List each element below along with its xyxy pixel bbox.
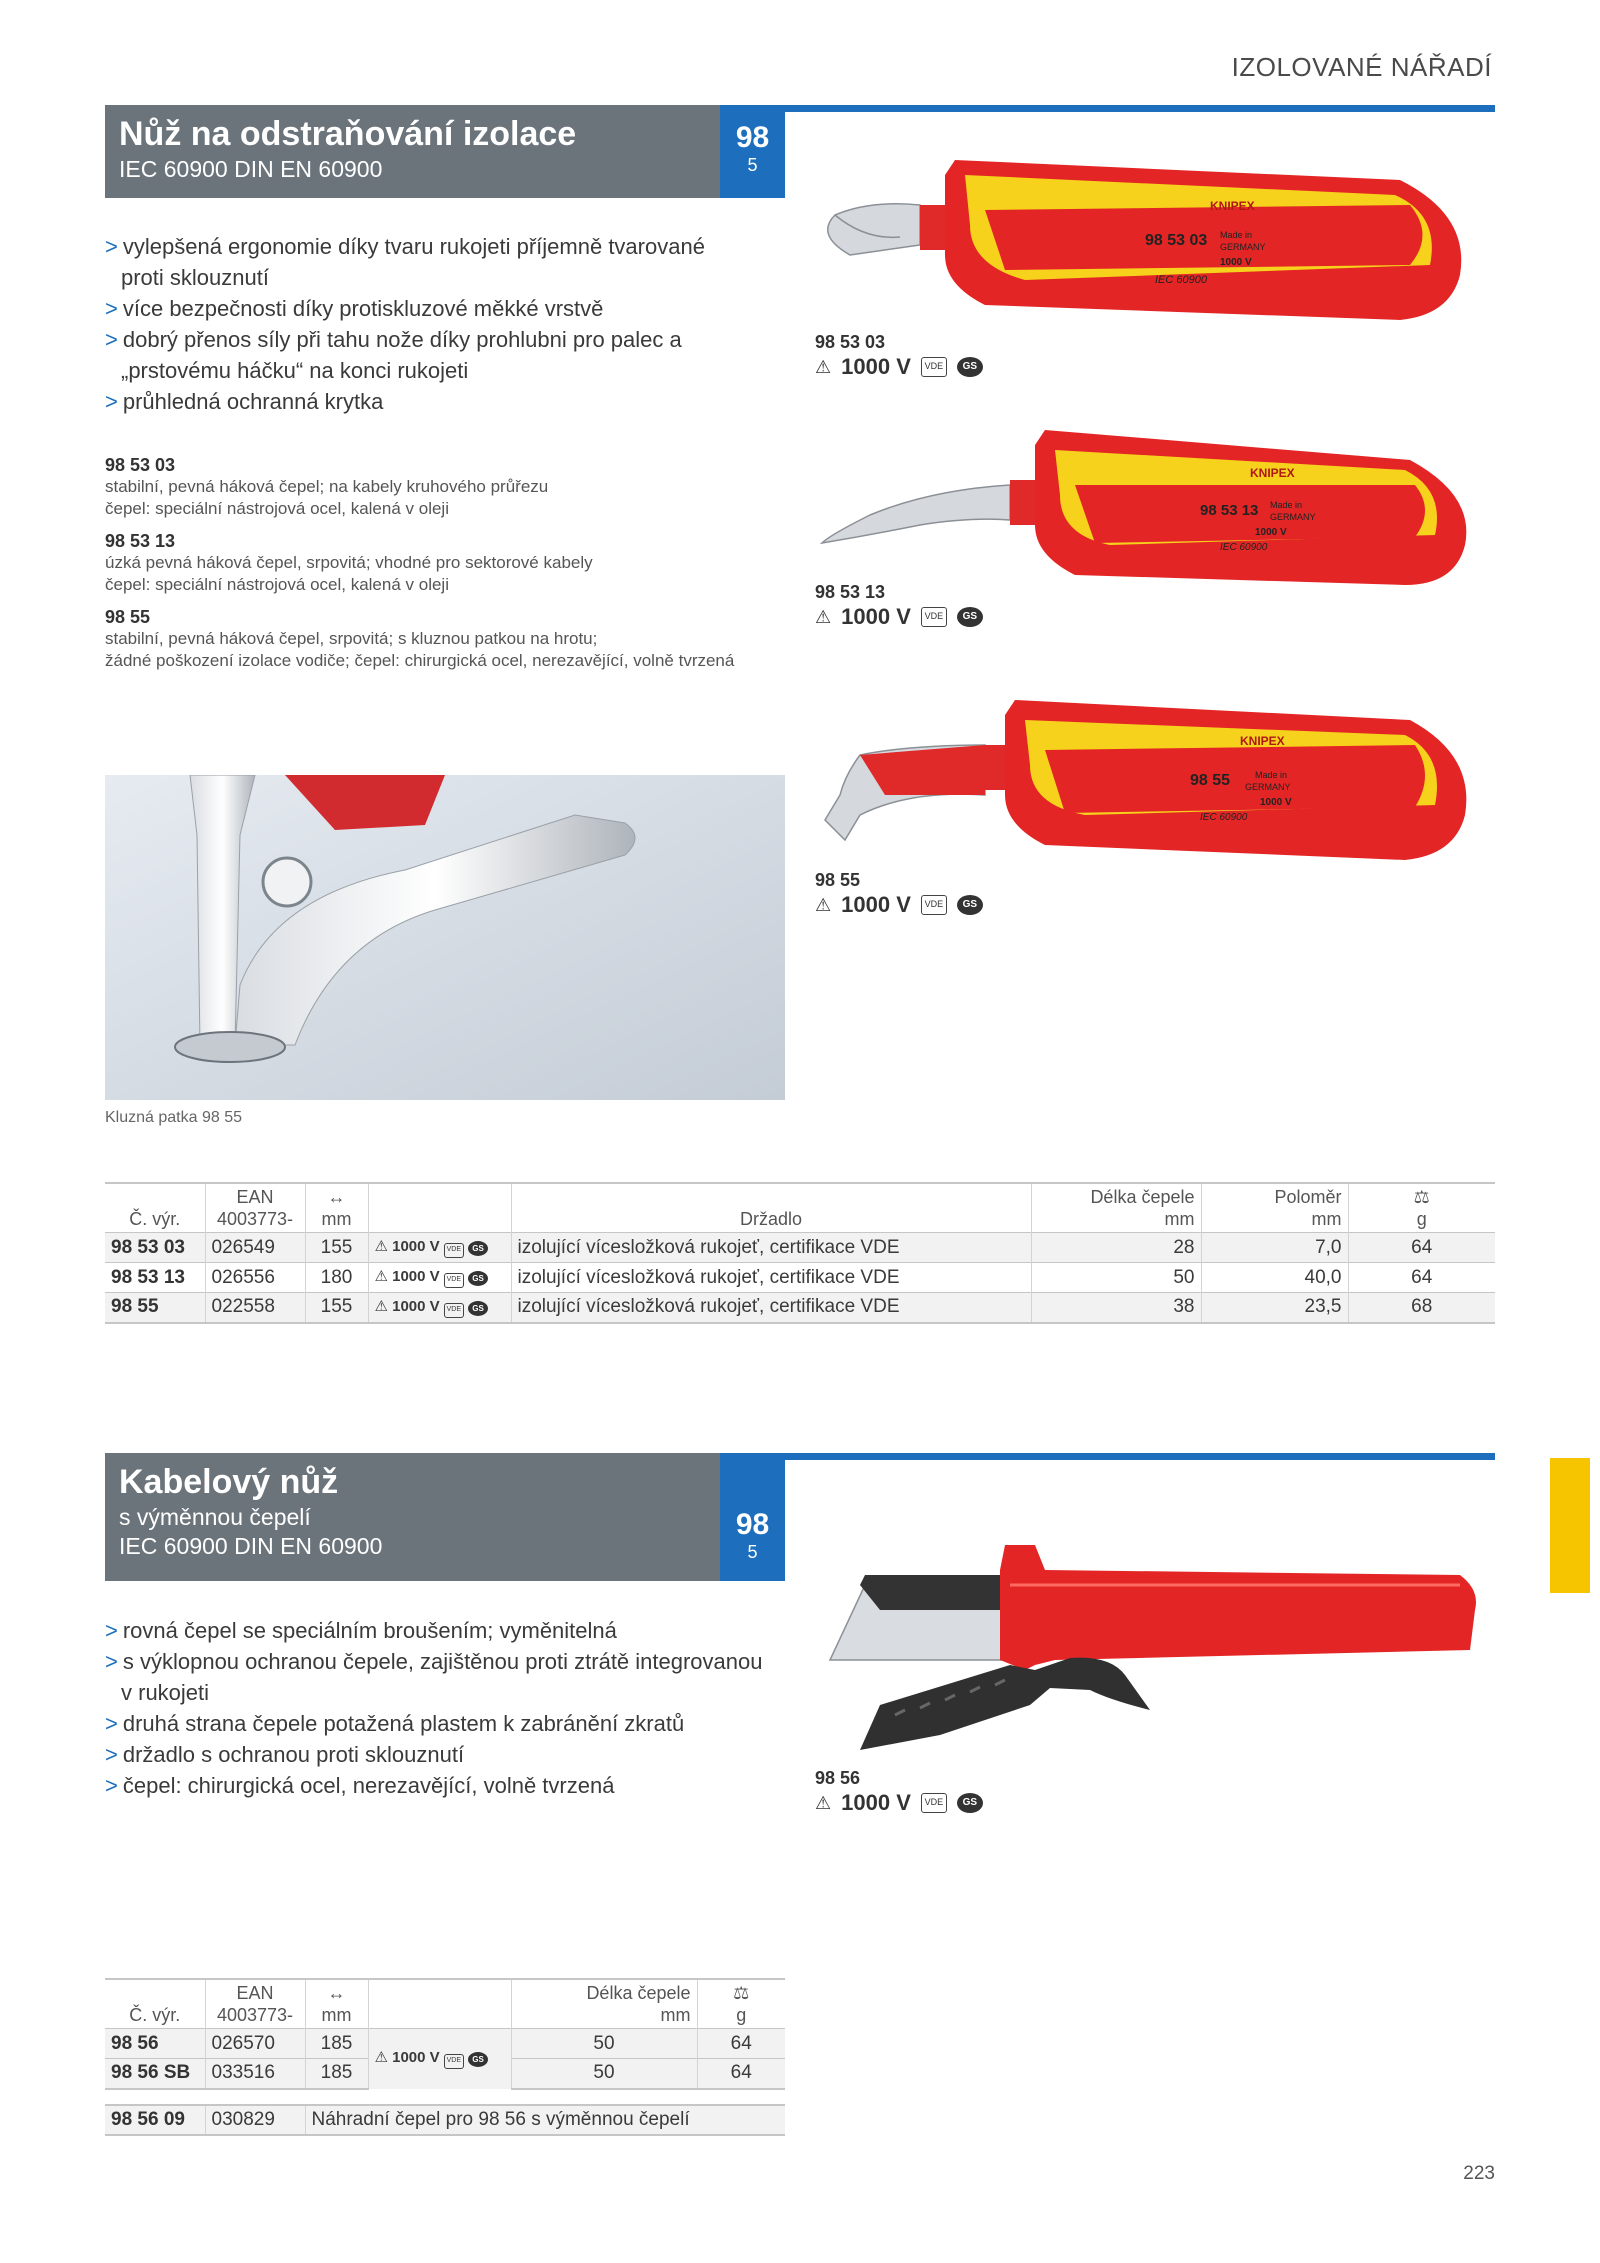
vde-mark-icon: VDE: [921, 1793, 947, 1813]
vde-mark-icon: VDE: [921, 357, 947, 377]
cell-voltage-value: 1000 V: [392, 1268, 440, 1285]
cell-radius: 40,0: [1201, 1263, 1348, 1293]
section1-table: [105, 1182, 1495, 1324]
feature-item: > dobrý přenos síly při tahu nože díky prohlubni pro palec a „prstovému háčku“ na konci rukojeti: [105, 324, 725, 386]
category-sub: 5: [747, 1542, 758, 1562]
knife-imprint-made: Made in: [1220, 230, 1253, 240]
gs-mark-icon: GS: [957, 895, 983, 915]
knife-98-56-image: [820, 1540, 1500, 1750]
section2-rule: [785, 1453, 1495, 1460]
section2-subtitle: s výměnnou čepelí: [119, 1504, 311, 1530]
warning-triangle-icon: ⚠: [815, 1792, 832, 1813]
col-weight-unit: g: [1416, 1209, 1427, 1229]
section2-table: [105, 1978, 785, 2090]
category-number: 98: [735, 1508, 770, 1541]
col-code: Č. výr.: [105, 1183, 205, 1233]
section1-features: [105, 231, 725, 417]
warning-triangle-icon: ⚠: [815, 894, 832, 915]
vde-mark-icon: VDE: [444, 1243, 464, 1258]
col-blade: [1031, 1183, 1201, 1233]
vde-mark-icon: VDE: [921, 895, 947, 915]
cell-weight: 68: [1348, 1293, 1495, 1323]
knife-imprint-volt: 1000 V: [1220, 257, 1252, 268]
col-weight: [697, 1979, 785, 2029]
product-label-98-53-03: 98 53 03: [815, 332, 886, 352]
voltage-value: 1000 V: [841, 354, 911, 379]
cell-ean: 026556: [205, 1263, 305, 1293]
cell-voltage: [368, 1233, 511, 1263]
cell-blade: 50: [511, 2059, 697, 2089]
feature-item: > držadlo s ochranou proti sklouznutí: [105, 1739, 765, 1770]
knife-98-55-image: [810, 695, 1500, 870]
section2-title: Kabelový nůž: [119, 1463, 339, 1501]
length-arrow-icon: ↔: [327, 1983, 346, 2003]
cell-code: 98 55: [105, 1293, 205, 1323]
cell-code: 98 56 09: [105, 2105, 205, 2135]
cell-voltage-value: 1000 V: [392, 1297, 440, 1315]
col-ean-top: EAN: [236, 1983, 274, 2003]
section1-descriptions: [105, 454, 765, 672]
col-length-unit: mm: [321, 2005, 352, 2025]
table-row: [105, 1263, 1495, 1293]
sliding-foot-photo: [105, 775, 785, 1100]
knife-imprint-volt: 1000 V: [1255, 527, 1287, 538]
feature-item: > rovná čepel se speciálním broušením; vyměnitelná: [105, 1615, 765, 1646]
knife-brand: KNIPEX: [1250, 466, 1295, 480]
cell-length: 185: [305, 2059, 368, 2089]
knife-imprint-iec: IEC 60900: [1220, 542, 1268, 553]
desc-line: žádné poškození izolace vodiče; čepel: chirurgická ocel, nerezavějící, volně tvrzená: [105, 651, 735, 670]
feature-item: > více bezpečnosti díky protiskluzové měkké vrstvě: [105, 293, 725, 324]
col-voltage: [368, 1979, 511, 2029]
voltage-value: 1000 V: [841, 892, 911, 917]
section2-features: [105, 1615, 765, 1801]
gs-mark-icon: GS: [468, 2052, 488, 2067]
scale-icon: ⚖: [733, 1983, 750, 2003]
knife-imprint-code: 98 55: [1190, 772, 1231, 789]
col-voltage: [368, 1183, 511, 1233]
length-arrow-icon: ↔: [327, 1187, 346, 1207]
col-length: [305, 1979, 368, 2029]
page-number: 223: [1463, 2163, 1495, 2184]
knife-imprint-made: Made in: [1270, 500, 1303, 510]
cell-ean: 026549: [205, 1233, 305, 1263]
knife-98-53-13-image: [810, 425, 1500, 595]
vde-mark-icon: VDE: [444, 2054, 464, 2069]
cell-handle: izolující vícesložková rukojeť, certifikace VDE: [511, 1233, 1031, 1263]
voltage-rating: [815, 892, 983, 918]
col-handle: Držadlo: [511, 1183, 1031, 1233]
cell-voltage-value: 1000 V: [392, 1238, 440, 1255]
warning-triangle-icon: ⚠: [374, 2049, 388, 2067]
category-sub: 5: [747, 155, 758, 175]
voltage-rating: [815, 354, 983, 380]
gs-mark-icon: GS: [957, 1793, 983, 1813]
cell-length: 185: [305, 2029, 368, 2059]
cell-blade: 38: [1031, 1293, 1201, 1323]
knife-imprint-volt: 1000 V: [1260, 797, 1292, 808]
cell-voltage-value: 1000 V: [392, 2049, 440, 2067]
cell-ean: 026570: [205, 2029, 305, 2059]
cell-weight: 64: [697, 2059, 785, 2089]
section2-standards: IEC 60900 DIN EN 60900: [119, 1533, 383, 1559]
col-radius: [1201, 1183, 1348, 1233]
cell-code: 98 56: [105, 2029, 205, 2059]
desc-line: čepel: speciální nástrojová ocel, kalená v oleji: [105, 499, 449, 518]
desc-line: stabilní, pevná háková čepel; na kabely kruhového průřezu: [105, 477, 549, 496]
col-blade-unit: mm: [1164, 1209, 1195, 1229]
voltage-value: 1000 V: [841, 604, 911, 629]
photo-caption: Kluzná patka 98 55: [105, 1109, 242, 1126]
voltage-rating: [815, 604, 983, 630]
feature-item: > s výklopnou ochranou čepele, zajištěnou proti ztrátě integrovanou v rukojeti: [105, 1646, 765, 1708]
col-radius-top: Poloměr: [1274, 1187, 1342, 1207]
table-header-row: [105, 1183, 1495, 1233]
product-label-98-56: 98 56: [815, 1768, 861, 1788]
gs-mark-icon: GS: [468, 1271, 488, 1286]
voltage-value: 1000 V: [841, 1790, 911, 1815]
col-ean-top: EAN: [236, 1187, 274, 1207]
cell-length: 155: [305, 1293, 368, 1323]
cell-ean: 022558: [205, 1293, 305, 1323]
warning-triangle-icon: ⚠: [815, 356, 832, 377]
table-row: [105, 1233, 1495, 1263]
section1-standards: IEC 60900 DIN EN 60900: [119, 156, 383, 182]
cell-code: 98 53 03: [105, 1233, 205, 1263]
desc-line: čepel: speciální nástrojová ocel, kalená v oleji: [105, 575, 449, 594]
col-length-unit: mm: [321, 1209, 352, 1229]
cell-blade: 28: [1031, 1233, 1201, 1263]
cell-weight: 64: [1348, 1263, 1495, 1293]
desc-line: úzká pevná háková čepel, srpovitá; vhodné pro sektorové kabely: [105, 553, 593, 572]
feature-item: > čepel: chirurgická ocel, nerezavějící, volně tvrzená: [105, 1770, 765, 1801]
cell-ean: 030829: [205, 2105, 305, 2135]
knife-imprint-made: Made in: [1255, 770, 1288, 780]
cell-voltage: [368, 2029, 511, 2089]
col-ean-prefix: 4003773-: [216, 1209, 294, 1229]
vde-mark-icon: VDE: [921, 607, 947, 627]
chapter-tab: [1550, 1458, 1590, 1593]
warning-triangle-icon: ⚠: [374, 1297, 388, 1315]
col-blade-top: Délka čepele: [586, 1983, 691, 2003]
scale-icon: ⚖: [1413, 1187, 1430, 1207]
warning-triangle-icon: ⚠: [374, 1268, 388, 1285]
feature-item: > vylepšená ergonomie díky tvaru rukojeti příjemně tvarované proti sklouznutí: [105, 231, 725, 293]
section2-header: [105, 1453, 720, 1581]
cell-handle: izolující vícesložková rukojeť, certifikace VDE: [511, 1293, 1031, 1323]
table-header-row: [105, 1979, 785, 2029]
col-blade-top: Délka čepele: [1090, 1187, 1195, 1207]
product-label-98-55: 98 55: [815, 870, 861, 890]
cell-weight: 64: [1348, 1233, 1495, 1263]
desc-code: 98 55: [105, 607, 151, 627]
warning-triangle-icon: ⚠: [374, 1238, 388, 1255]
cell-code: 98 53 13: [105, 1263, 205, 1293]
knife-imprint-country: GERMANY: [1270, 512, 1316, 522]
gs-mark-icon: GS: [957, 607, 983, 627]
feature-item: > průhledná ochranná krytka: [105, 386, 725, 417]
table-row: [105, 2029, 785, 2059]
cell-length: 155: [305, 1233, 368, 1263]
col-radius-unit: mm: [1311, 1209, 1342, 1229]
knife-imprint-country: GERMANY: [1220, 242, 1266, 252]
knife-98-53-03-image: [810, 155, 1500, 335]
section2-category-box: [720, 1453, 785, 1581]
knife-imprint-iec: IEC 60900: [1200, 812, 1248, 823]
cell-code: 98 56 SB: [105, 2059, 205, 2089]
knife-imprint-iec: IEC 60900: [1155, 274, 1207, 286]
gs-mark-icon: GS: [957, 357, 983, 377]
cell-radius: 23,5: [1201, 1293, 1348, 1323]
header-rule: [785, 105, 1495, 112]
col-ean-prefix: 4003773-: [216, 2005, 294, 2025]
knife-brand: KNIPEX: [1240, 734, 1285, 748]
col-code: Č. výr.: [105, 1979, 205, 2029]
knife-imprint-country: GERMANY: [1245, 782, 1291, 792]
spare-blade-table: [105, 2104, 785, 2136]
knife-imprint-code: 98 53 03: [1145, 232, 1208, 249]
product-label-98-53-13: 98 53 13: [815, 582, 886, 602]
voltage-rating: [815, 1790, 983, 1816]
cell-description: Náhradní čepel pro 98 56 s výměnnou čepelí: [305, 2105, 785, 2135]
vde-mark-icon: VDE: [444, 1273, 464, 1288]
desc-code: 98 53 03: [105, 455, 176, 475]
cell-blade: 50: [1031, 1263, 1201, 1293]
cell-voltage: [368, 1263, 511, 1293]
knife-imprint-code: 98 53 13: [1200, 502, 1259, 519]
cell-blade: 50: [511, 2029, 697, 2059]
table-row: [105, 1293, 1495, 1323]
gs-mark-icon: GS: [468, 1241, 488, 1256]
gs-mark-icon: GS: [468, 1301, 488, 1316]
col-weight-unit: g: [736, 2005, 747, 2025]
cell-ean: 033516: [205, 2059, 305, 2089]
vde-mark-icon: VDE: [444, 1303, 464, 1318]
desc-line: stabilní, pevná háková čepel, srpovitá; s kluznou patkou na hrotu;: [105, 629, 598, 648]
feature-item: > druhá strana čepele potažená plastem k zabránění zkratů: [105, 1708, 765, 1739]
section1-header: [105, 105, 720, 198]
desc-code: 98 53 13: [105, 531, 176, 551]
cell-voltage: [368, 1293, 511, 1323]
col-weight: [1348, 1183, 1495, 1233]
section1-title: Nůž na odstraňování izolace: [119, 115, 577, 153]
warning-triangle-icon: ⚠: [815, 606, 832, 627]
cell-weight: 64: [697, 2029, 785, 2059]
col-length: [305, 1183, 368, 1233]
col-blade: [511, 1979, 697, 2029]
category-number: 98: [735, 121, 770, 154]
col-ean: [205, 1979, 305, 2029]
table-row: [105, 2105, 785, 2135]
section1-category-box: [720, 105, 785, 198]
page-title: IZOLOVANÉ NÁŘADÍ: [1231, 52, 1492, 82]
cell-handle: izolující vícesložková rukojeť, certifikace VDE: [511, 1263, 1031, 1293]
col-blade-unit: mm: [660, 2005, 691, 2025]
cell-length: 180: [305, 1263, 368, 1293]
col-ean: [205, 1183, 305, 1233]
cell-radius: 7,0: [1201, 1233, 1348, 1263]
knife-brand: KNIPEX: [1210, 199, 1255, 213]
